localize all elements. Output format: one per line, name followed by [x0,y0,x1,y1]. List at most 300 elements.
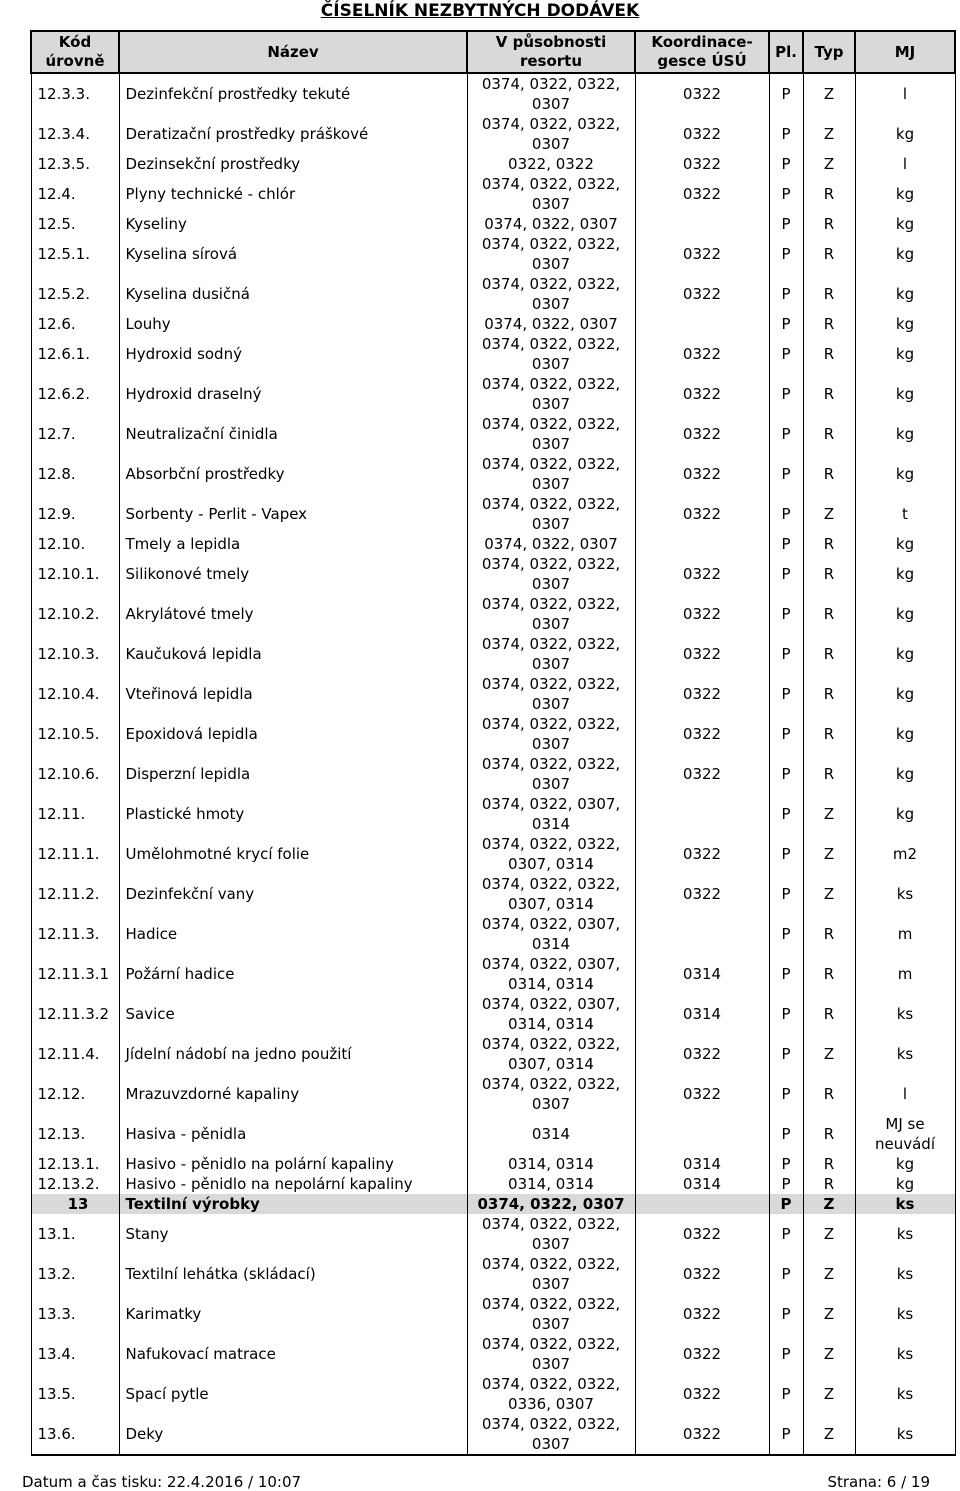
cell-pl: P [769,1374,803,1414]
cell-code: 12.3.5. [31,154,119,174]
cell-typ: R [803,414,855,454]
cell-code: 12.6.2. [31,374,119,414]
cell-koord: 0314 [635,1154,769,1174]
cell-koord: 0322 [635,674,769,714]
cell-mj: kg [855,374,955,414]
cell-pl: P [769,914,803,954]
cell-code: 12.11.3.2 [31,994,119,1034]
table-row [31,234,955,274]
table-row [31,314,955,334]
cell-pl: P [769,154,803,174]
cell-pl: P [769,1194,803,1214]
table-row [31,494,955,534]
cell-scope: 0374, 0322, 0322, 0307 [467,1414,635,1455]
cell-scope: 0374, 0322, 0322, 0336, 0307 [467,1374,635,1414]
cell-scope: 0374, 0322, 0322, 0307 [467,554,635,594]
cell-scope: 0374, 0322, 0322, 0307 [467,174,635,214]
cell-typ: R [803,214,855,234]
print-timestamp: Datum a čas tisku: 22.4.2016 / 10:07 [22,1473,302,1491]
cell-code: 12.6.1. [31,334,119,374]
cell-pl: P [769,414,803,454]
table-row [31,1334,955,1374]
table-row [31,374,955,414]
cell-scope: 0374, 0322, 0307 [467,314,635,334]
cell-pl: P [769,274,803,314]
cell-scope: 0374, 0322, 0322, 0307, 0314 [467,874,635,914]
cell-code: 12.7. [31,414,119,454]
cell-mj: m [855,954,955,994]
cell-mj: ks [855,994,955,1034]
cell-scope: 0374, 0322, 0307, 0314 [467,794,635,834]
table-row [31,534,955,554]
cell-name: Mrazuvzdorné kapaliny [119,1074,467,1114]
cell-pl: P [769,534,803,554]
cell-scope: 0374, 0322, 0322, 0307 [467,494,635,534]
cell-typ: Z [803,1214,855,1254]
cell-scope: 0374, 0322, 0322, 0307 [467,1334,635,1374]
cell-typ: Z [803,1414,855,1455]
cell-typ: Z [803,1334,855,1374]
cell-koord: 0314 [635,954,769,994]
cell-koord: 0322 [635,594,769,634]
cell-mj: ks [855,1374,955,1414]
cell-pl: P [769,1174,803,1194]
cell-name: Neutralizační činidla [119,414,467,454]
cell-pl: P [769,634,803,674]
cell-code: 13.5. [31,1374,119,1414]
cell-name: Louhy [119,314,467,334]
cell-code: 12.11.3. [31,914,119,954]
table-row [31,794,955,834]
cell-code: 12.9. [31,494,119,534]
cell-pl: P [769,454,803,494]
cell-mj: kg [855,794,955,834]
cell-name: Plyny technické - chlór [119,174,467,214]
table-row [31,1074,955,1114]
cell-typ: R [803,314,855,334]
cell-name: Dezinsekční prostředky [119,154,467,174]
cell-mj: kg [855,1174,955,1194]
cell-name: Textilní výrobky [119,1194,467,1214]
table-row [31,1254,955,1294]
cell-koord: 0314 [635,1174,769,1194]
cell-name: Epoxidová lepidla [119,714,467,754]
cell-koord: 0322 [635,334,769,374]
cell-code: 12.10.5. [31,714,119,754]
cell-koord: 0322 [635,834,769,874]
table-row [31,214,955,234]
cell-scope: 0374, 0322, 0322, 0307 [467,634,635,674]
cell-scope: 0374, 0322, 0322, 0307 [467,754,635,794]
cell-mj: ks [855,1294,955,1334]
cell-mj: kg [855,554,955,594]
cell-name: Deky [119,1414,467,1455]
cell-mj: kg [855,534,955,554]
cell-typ: Z [803,874,855,914]
table-row [31,834,955,874]
cell-koord: 0322 [635,454,769,494]
cell-pl: P [769,174,803,214]
cell-typ: R [803,634,855,674]
table-row [31,1374,955,1414]
cell-name: Textilní lehátka (skládací) [119,1254,467,1294]
cell-koord: 0322 [635,494,769,534]
table-row [31,994,955,1034]
cell-koord: 0322 [635,1214,769,1254]
cell-code: 12.11.3.1 [31,954,119,994]
cell-typ: R [803,334,855,374]
cell-name: Akrylátové tmely [119,594,467,634]
cell-name: Dezinfekční vany [119,874,467,914]
table-row [31,1294,955,1334]
cell-pl: P [769,954,803,994]
cell-mj: kg [855,634,955,674]
cell-koord: 0322 [635,1334,769,1374]
cell-scope: 0374, 0322, 0322, 0307 [467,234,635,274]
cell-name: Spací pytle [119,1374,467,1414]
table-row [31,1114,955,1154]
cell-typ: R [803,674,855,714]
cell-koord: 0322 [635,714,769,754]
cell-code: 12.10.1. [31,554,119,594]
cell-typ: Z [803,1034,855,1074]
cell-scope: 0374, 0322, 0322, 0307 [467,1074,635,1114]
cell-name: Stany [119,1214,467,1254]
cell-name: Umělohmotné krycí folie [119,834,467,874]
table-header-row [31,31,955,73]
cell-mj: ks [855,1414,955,1455]
cell-pl: P [769,114,803,154]
cell-typ: R [803,274,855,314]
cell-name: Kyselina sírová [119,234,467,274]
cell-mj: ks [855,1194,955,1214]
cell-koord [635,214,769,234]
cell-typ: R [803,954,855,994]
cell-mj: kg [855,114,955,154]
cell-pl: P [769,494,803,534]
cell-pl: P [769,554,803,594]
cell-koord: 0322 [635,114,769,154]
cell-koord [635,794,769,834]
cell-typ: Z [803,794,855,834]
cell-name: Disperzní lepidla [119,754,467,794]
cell-name: Savice [119,994,467,1034]
cell-pl: P [769,314,803,334]
cell-name: Hasivo - pěnidlo na nepolární kapaliny [119,1174,467,1194]
table-row [31,634,955,674]
cell-scope: 0374, 0322, 0322, 0307 [467,334,635,374]
cell-code: 12.13.2. [31,1174,119,1194]
cell-mj: m2 [855,834,955,874]
table-row [31,154,955,174]
cell-name: Tmely a lepidla [119,534,467,554]
cell-koord: 0322 [635,754,769,794]
cell-typ: Z [803,834,855,874]
cell-koord: 0322 [635,1294,769,1334]
cell-mj: kg [855,1154,955,1174]
table-row [31,1034,955,1074]
table-row [31,1174,955,1194]
cell-name: Karimatky [119,1294,467,1334]
cell-scope: 0374, 0322, 0322, 0307, 0314 [467,1034,635,1074]
cell-scope: 0374, 0322, 0322, 0307 [467,114,635,154]
cell-name: Kaučuková lepidla [119,634,467,674]
cell-mj: ks [855,1254,955,1294]
table-row [31,73,955,114]
cell-code: 13.1. [31,1214,119,1254]
page-number: Strana: 6 / 19 [827,1473,930,1491]
cell-code: 12.3.3. [31,73,119,114]
cell-koord: 0322 [635,73,769,114]
table-row [31,674,955,714]
cell-pl: P [769,674,803,714]
cell-typ: R [803,754,855,794]
cell-pl: P [769,214,803,234]
cell-koord: 0322 [635,1254,769,1294]
cell-name: Hasivo - pěnidlo na polární kapaliny [119,1154,467,1174]
cell-name: Hydroxid draselný [119,374,467,414]
cell-koord: 0322 [635,554,769,594]
cell-mj: m [855,914,955,954]
cell-scope: 0314 [467,1114,635,1154]
cell-koord: 0322 [635,154,769,174]
page-title: ČÍSELNÍK NEZBYTNÝCH DODÁVEK [320,1,640,21]
cell-code: 12.10.4. [31,674,119,714]
cell-scope: 0314, 0314 [467,1174,635,1194]
table-row [31,334,955,374]
cell-koord: 0322 [635,634,769,674]
header-pl: Pl. [769,31,803,73]
cell-mj: kg [855,414,955,454]
cell-typ: R [803,174,855,214]
cell-mj: kg [855,674,955,714]
header-typ: Typ [803,31,855,73]
cell-pl: P [769,874,803,914]
cell-koord: 0322 [635,1414,769,1455]
cell-typ: R [803,914,855,954]
cell-pl: P [769,334,803,374]
cell-scope: 0374, 0322, 0322, 0307 [467,1294,635,1334]
cell-pl: P [769,794,803,834]
cell-koord: 0322 [635,1034,769,1074]
cell-koord [635,1194,769,1214]
header-scope: V působnosti resortu [467,31,635,73]
cell-mj: kg [855,314,955,334]
cell-code: 12.4. [31,174,119,214]
cell-mj: kg [855,754,955,794]
cell-code: 13.6. [31,1414,119,1455]
cell-typ: R [803,1074,855,1114]
cell-code: 13 [31,1194,119,1214]
cell-scope: 0374, 0322, 0322, 0307 [467,1214,635,1254]
cell-pl: P [769,1294,803,1334]
cell-scope: 0374, 0322, 0322, 0307 [467,674,635,714]
table-row [31,554,955,594]
supplies-table [30,30,956,1456]
cell-koord: 0322 [635,374,769,414]
cell-scope: 0374, 0322, 0322, 0307 [467,374,635,414]
table-row [31,414,955,454]
cell-pl: P [769,994,803,1034]
cell-mj: kg [855,274,955,314]
cell-name: Hasiva - pěnidla [119,1114,467,1154]
cell-code: 12.6. [31,314,119,334]
cell-scope: 0374, 0322, 0322, 0307 [467,1254,635,1294]
cell-pl: P [769,834,803,874]
cell-typ: Z [803,73,855,114]
table-row [31,274,955,314]
cell-typ: R [803,534,855,554]
cell-mj: ks [855,1034,955,1074]
cell-mj: kg [855,234,955,274]
cell-name: Dezinfekční prostředky tekuté [119,73,467,114]
cell-scope: 0374, 0322, 0322, 0307 [467,274,635,314]
cell-scope: 0322, 0322 [467,154,635,174]
cell-pl: P [769,594,803,634]
cell-code: 12.5.2. [31,274,119,314]
table-row [31,1214,955,1254]
cell-code: 12.10.2. [31,594,119,634]
table-row [31,754,955,794]
cell-code: 12.11.4. [31,1034,119,1074]
cell-name: Plastické hmoty [119,794,467,834]
header-code: Kód úrovně [31,31,119,73]
cell-code: 12.10. [31,534,119,554]
header-koord: Koordinace-gesce ÚSÚ [635,31,769,73]
cell-scope: 0374, 0322, 0322, 0307 [467,414,635,454]
cell-typ: R [803,234,855,274]
cell-mj: ks [855,874,955,914]
cell-code: 13.3. [31,1294,119,1334]
cell-mj: kg [855,214,955,234]
cell-mj: l [855,1074,955,1114]
cell-koord [635,914,769,954]
cell-code: 12.10.6. [31,754,119,794]
cell-scope: 0374, 0322, 0307, 0314 [467,914,635,954]
header-mj: MJ [855,31,955,73]
table-row [31,874,955,914]
cell-pl: P [769,1154,803,1174]
cell-name: Deratizační prostředky práškové [119,114,467,154]
cell-code: 12.11.1. [31,834,119,874]
cell-pl: P [769,714,803,754]
cell-mj: kg [855,334,955,374]
cell-pl: P [769,1034,803,1074]
table-row [31,1414,955,1455]
cell-name: Jídelní nádobí na jedno použití [119,1034,467,1074]
cell-typ: Z [803,1374,855,1414]
cell-typ: R [803,374,855,414]
cell-pl: P [769,1254,803,1294]
cell-koord: 0322 [635,234,769,274]
cell-koord: 0322 [635,174,769,214]
cell-typ: Z [803,154,855,174]
cell-name: Vteřinová lepidla [119,674,467,714]
cell-koord [635,1114,769,1154]
cell-typ: R [803,1114,855,1154]
cell-code: 12.8. [31,454,119,494]
table-row [31,594,955,634]
cell-typ: R [803,554,855,594]
table-row [31,114,955,154]
cell-pl: P [769,1334,803,1374]
cell-name: Absorbční prostředky [119,454,467,494]
cell-code: 12.3.4. [31,114,119,154]
cell-koord: 0322 [635,1374,769,1414]
cell-typ: R [803,1154,855,1174]
cell-typ: Z [803,494,855,534]
cell-name: Požární hadice [119,954,467,994]
cell-code: 12.13. [31,1114,119,1154]
cell-name: Hadice [119,914,467,954]
cell-mj: MJ se neuvádí [855,1114,955,1154]
cell-typ: Z [803,1294,855,1334]
cell-code: 12.10.3. [31,634,119,674]
cell-typ: Z [803,1254,855,1294]
cell-scope: 0374, 0322, 0322, 0307 [467,73,635,114]
cell-scope: 0314, 0314 [467,1154,635,1174]
cell-code: 12.11. [31,794,119,834]
cell-koord: 0322 [635,1074,769,1114]
cell-koord: 0314 [635,994,769,1034]
cell-typ: R [803,1174,855,1194]
cell-name: Kyselina dusičná [119,274,467,314]
cell-koord [635,314,769,334]
cell-scope: 0374, 0322, 0322, 0307 [467,714,635,754]
cell-mj: ks [855,1334,955,1374]
cell-koord: 0322 [635,414,769,454]
cell-pl: P [769,1074,803,1114]
cell-pl: P [769,1214,803,1254]
table-row [31,1154,955,1174]
cell-code: 12.5. [31,214,119,234]
cell-code: 12.11.2. [31,874,119,914]
cell-koord: 0322 [635,274,769,314]
table-row [31,714,955,754]
cell-mj: ks [855,1214,955,1254]
cell-typ: R [803,714,855,754]
table-row [31,454,955,494]
cell-name: Hydroxid sodný [119,334,467,374]
cell-name: Kyseliny [119,214,467,234]
table-row [31,914,955,954]
cell-scope: 0374, 0322, 0322, 0307 [467,454,635,494]
cell-mj: l [855,154,955,174]
cell-typ: R [803,454,855,494]
cell-name: Sorbenty - Perlit - Vapex [119,494,467,534]
cell-pl: P [769,1414,803,1455]
cell-typ: Z [803,1194,855,1214]
cell-typ: R [803,994,855,1034]
cell-mj: t [855,494,955,534]
cell-mj: kg [855,594,955,634]
table-row [31,174,955,214]
table-row [31,954,955,994]
cell-koord: 0322 [635,874,769,914]
cell-pl: P [769,754,803,794]
cell-pl: P [769,374,803,414]
cell-pl: P [769,234,803,274]
cell-scope: 0374, 0322, 0307 [467,534,635,554]
cell-scope: 0374, 0322, 0307, 0314, 0314 [467,994,635,1034]
cell-mj: kg [855,714,955,754]
cell-name: Nafukovací matrace [119,1334,467,1374]
cell-scope: 0374, 0322, 0307 [467,214,635,234]
cell-mj: kg [855,454,955,494]
section-row [31,1194,955,1214]
cell-scope: 0374, 0322, 0307, 0314, 0314 [467,954,635,994]
cell-scope: 0374, 0322, 0322, 0307 [467,594,635,634]
